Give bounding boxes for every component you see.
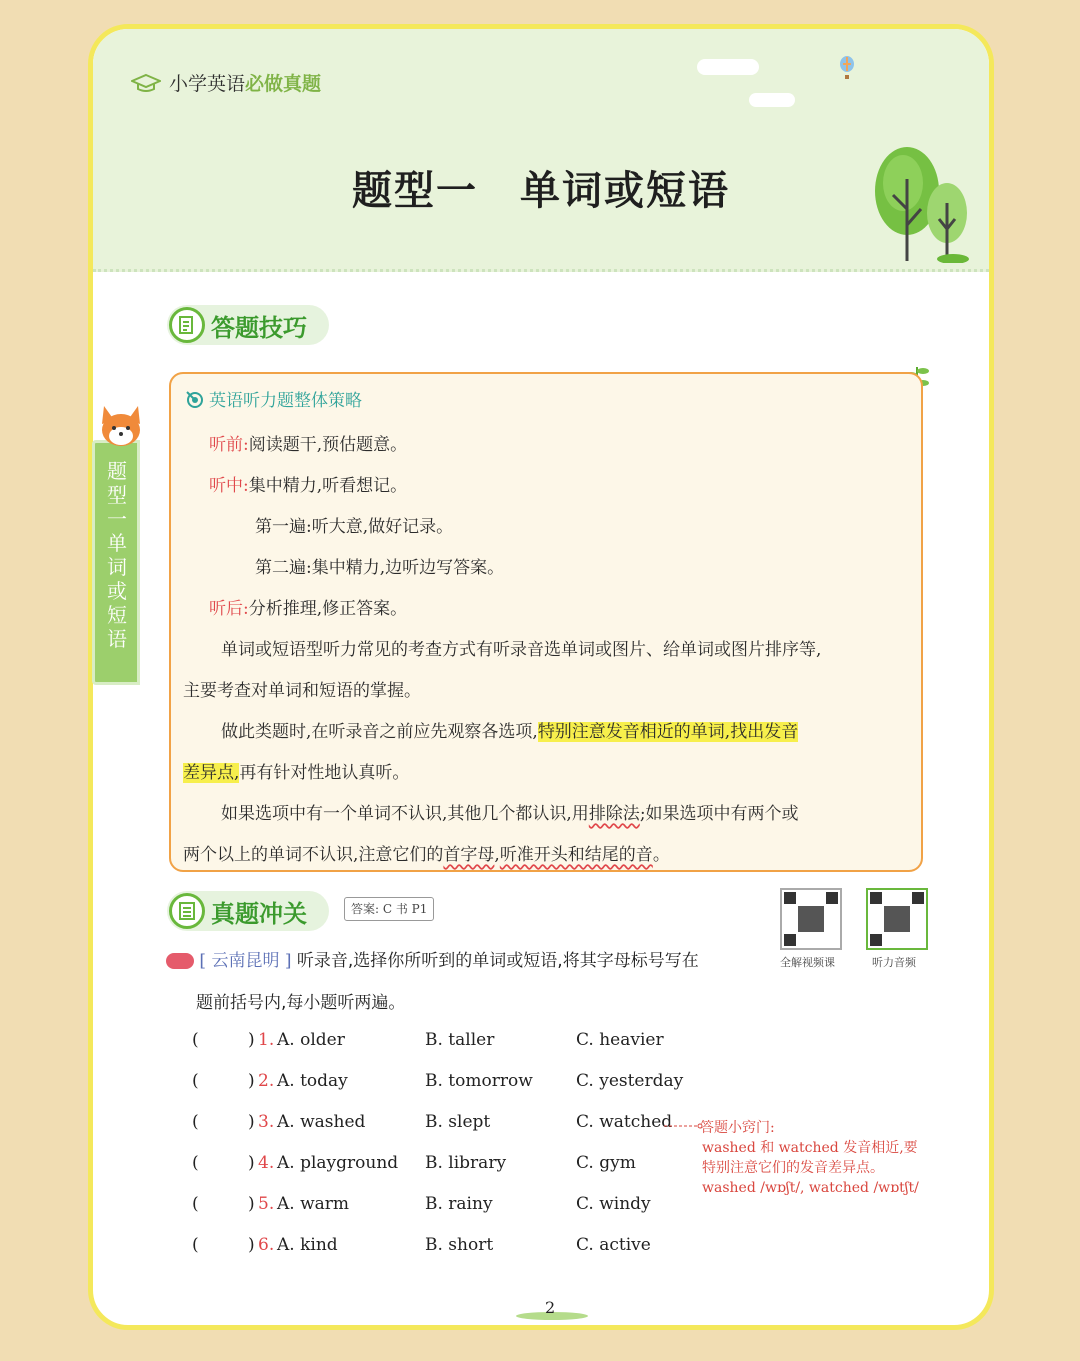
para2-text: 再有针对性地认真听。 bbox=[239, 763, 410, 783]
question-region: [ 云南昆明 ] bbox=[199, 951, 292, 971]
option-a[interactable]: A. playground bbox=[277, 1153, 399, 1173]
strategy-title-text: 英语听力题整体策略 bbox=[209, 391, 362, 411]
question-number: 2. bbox=[258, 1071, 275, 1091]
header-band bbox=[93, 29, 989, 272]
answer-bracket-close: ) bbox=[248, 1071, 255, 1091]
answer-bracket-open: ( bbox=[192, 1194, 199, 1214]
option-c[interactable]: C. watched bbox=[576, 1112, 673, 1132]
qr2-caption: 听力音频 bbox=[872, 956, 916, 969]
qr-code-icon[interactable] bbox=[780, 888, 842, 950]
qr1-caption: 全解视频课 bbox=[780, 956, 835, 969]
before-label: 听前: bbox=[209, 435, 249, 455]
answer-bracket-close: ) bbox=[248, 1153, 255, 1173]
note-line: washed 和 watched 发音相近,要 bbox=[702, 1140, 918, 1156]
answer-bracket-close: ) bbox=[248, 1030, 255, 1050]
note-line: 特别注意它们的发音差异点。 bbox=[702, 1160, 884, 1176]
option-a[interactable]: A. today bbox=[277, 1071, 348, 1091]
notepad-icon bbox=[169, 893, 205, 929]
question-badge bbox=[166, 953, 194, 969]
option-a[interactable]: A. older bbox=[277, 1030, 345, 1050]
balloon-icon bbox=[839, 55, 855, 81]
side-tab[interactable] bbox=[92, 440, 147, 685]
tips-section-header bbox=[167, 305, 329, 345]
brand-prefix: 小学英语 bbox=[169, 73, 246, 95]
para2-line2 bbox=[183, 758, 409, 783]
answer-bracket-open: ( bbox=[192, 1030, 199, 1050]
answer-bracket-close: ) bbox=[248, 1194, 255, 1214]
answer-bracket-open: ( bbox=[192, 1235, 199, 1255]
notepad-icon bbox=[169, 307, 205, 343]
para3-text: , bbox=[494, 845, 500, 865]
question-number: 5. bbox=[258, 1194, 275, 1214]
before-text: 阅读题干,预估题意。 bbox=[248, 435, 408, 455]
option-b[interactable]: B. short bbox=[425, 1235, 494, 1255]
tips-section-label: 答题技巧 bbox=[211, 313, 307, 342]
note-arrow bbox=[664, 1122, 704, 1130]
para3-emphasis: 排除法 bbox=[588, 804, 640, 824]
page-number: 2 bbox=[545, 1298, 556, 1317]
side-tab-text: 题型一 单词或短语 bbox=[107, 459, 147, 651]
practice-section-header bbox=[167, 891, 329, 931]
graduation-cap-icon bbox=[131, 73, 161, 93]
target-icon bbox=[185, 389, 205, 409]
tip-after bbox=[209, 594, 407, 619]
page-title: 题型一 单词或短语 bbox=[352, 168, 730, 214]
option-a[interactable]: A. kind bbox=[277, 1235, 338, 1255]
option-c[interactable]: C. heavier bbox=[576, 1030, 664, 1050]
during-label: 听中: bbox=[209, 476, 249, 496]
instruction-text-2: 题前括号内,每小题听两遍。 bbox=[196, 993, 406, 1013]
question-number: 4. bbox=[258, 1153, 275, 1173]
note-line: washed /wɒʃt/, watched /wɒtʃt/ bbox=[702, 1180, 919, 1196]
option-b[interactable]: B. tomorrow bbox=[425, 1071, 533, 1091]
tip-note bbox=[664, 1118, 919, 1198]
note-title: 答题小窍门: bbox=[700, 1120, 775, 1136]
para3-emphasis: 听准开头和结尾的音 bbox=[499, 845, 653, 865]
fox-icon bbox=[98, 404, 144, 448]
cloud bbox=[749, 93, 795, 107]
para2-line1 bbox=[221, 717, 798, 742]
tip-during bbox=[209, 471, 407, 496]
qr-code-icon[interactable] bbox=[866, 888, 928, 950]
option-b[interactable]: B. rainy bbox=[425, 1194, 493, 1214]
para3-text: 两个以上的单词不认识,注意它们的 bbox=[183, 845, 444, 865]
para3-emphasis: 首字母 bbox=[443, 845, 495, 865]
instruction-text: 听录音,选择你所听到的单词或短语,将其字母标号写在 bbox=[296, 951, 699, 971]
para2-highlight: 差异点, bbox=[183, 763, 240, 783]
brand-suffix: 必做真题 bbox=[245, 73, 322, 95]
para1-line1: 单词或短语型听力常见的考查方式有听录音选单词或图片、给单词或图片排序等, bbox=[221, 640, 822, 660]
during-text: 集中精力,听看想记。 bbox=[248, 476, 408, 496]
para3-line2 bbox=[183, 840, 670, 865]
para1-line2: 主要考查对单词和短语的掌握。 bbox=[183, 681, 421, 701]
para3-text: 。 bbox=[652, 845, 670, 865]
tip-before bbox=[209, 430, 407, 455]
question-number: 3. bbox=[258, 1112, 275, 1132]
answer-bracket-close: ) bbox=[248, 1112, 255, 1132]
tip-pass1: 第一遍:听大意,做好记录。 bbox=[255, 517, 454, 537]
para3-text: 如果选项中有一个单词不认识,其他几个都认识,用 bbox=[221, 804, 589, 824]
option-c[interactable]: C. windy bbox=[576, 1194, 651, 1214]
brand bbox=[131, 69, 321, 96]
option-c[interactable]: C. active bbox=[576, 1235, 651, 1255]
after-label: 听后: bbox=[209, 599, 249, 619]
tip-pass2: 第二遍:集中精力,边听边写答案。 bbox=[255, 558, 505, 578]
practice-section-label: 真题冲关 bbox=[211, 899, 307, 928]
answer-tag: 答案: C 书 P1 bbox=[344, 897, 434, 921]
answer-bracket-close: ) bbox=[248, 1235, 255, 1255]
tree-icon bbox=[873, 139, 973, 263]
option-b[interactable]: B. slept bbox=[425, 1112, 491, 1132]
strategy-title bbox=[185, 386, 362, 411]
option-a[interactable]: A. washed bbox=[277, 1112, 366, 1132]
answer-bracket-open: ( bbox=[192, 1071, 199, 1091]
question-instruction bbox=[166, 946, 699, 971]
para3-line1 bbox=[221, 799, 799, 824]
question-number: 1. bbox=[258, 1030, 275, 1050]
para3-text: ;如果选项中有两个或 bbox=[639, 804, 799, 824]
para2-text: 做此类题时,在听录音之前应先观察各选项, bbox=[221, 722, 538, 742]
option-b[interactable]: B. library bbox=[425, 1153, 507, 1173]
after-text: 分析推理,修正答案。 bbox=[248, 599, 408, 619]
question-number: 6. bbox=[258, 1235, 275, 1255]
option-c[interactable]: C. gym bbox=[576, 1153, 636, 1173]
answer-bracket-open: ( bbox=[192, 1153, 199, 1173]
option-a[interactable]: A. warm bbox=[277, 1194, 350, 1214]
option-c[interactable]: C. yesterday bbox=[576, 1071, 684, 1091]
para2-highlight: 特别注意发音相近的单词,找出发音 bbox=[537, 722, 799, 742]
cloud bbox=[697, 59, 759, 75]
tips-box bbox=[169, 372, 923, 872]
option-b[interactable]: B. taller bbox=[425, 1030, 495, 1050]
answer-bracket-open: ( bbox=[192, 1112, 199, 1132]
